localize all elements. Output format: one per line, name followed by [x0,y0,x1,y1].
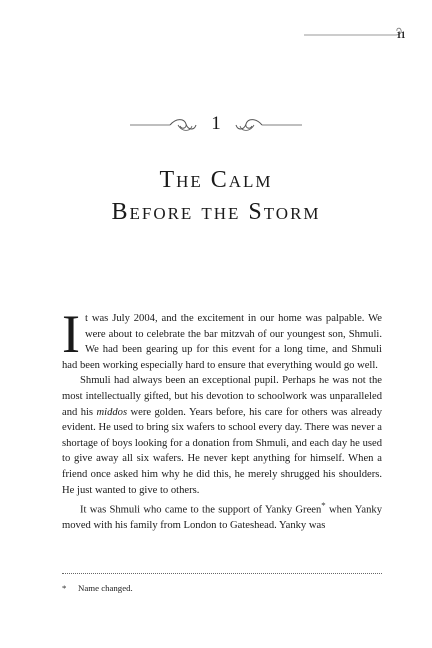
header-flourish [304,22,404,38]
paragraph-2-text-a: Shmuli had always been an exceptional pupil. Perhaps he was not the most intellectually gifted, but his devotion to schoolwork was unparalleled and his [62,375,382,418]
chapter-title [40,164,392,228]
paragraph-3 [62,498,382,534]
paragraph-3-text-b: when Yanky moved with his family from London to Gateshead. Yanky was [62,504,382,532]
footnote-text: Name changed. [78,583,133,593]
chapter-body [62,304,382,534]
chapter-title-line-1: The Calm [159,167,273,193]
chapter-title-line-2: Before the Storm [111,199,321,225]
paragraph-2-text-b: were golden. Years before, his care for others was already evident. He used to bring six wafers to school every day. There was never a shortage of boys looking for a donation from Shmuli, and each day he used to give away all six wafers. He never kept anything for himself. When a friend once asked him why he did this, he merely shrugged his shoulders. He just wanted to give to others. [62,406,382,496]
paragraph-2-italic: middos [96,406,128,418]
paragraph-3-text-a: It was Shmuli who came to the support of Yanky Green [80,504,322,516]
footnote [62,582,382,594]
footnote-mark: * [62,583,67,593]
drop-cap: I [62,304,80,364]
chapter-number: 1 [211,113,221,134]
paragraph-1 [62,304,382,373]
paragraph-1-text: t was July 2004, and the excitement in our home was palpable. We were about to celebrate the bar mitzvah of our youngest son, Shmuli. We had been gearing up for this event for a long time, and Shmuli had been working especially hard to ensure that everything would go well. [62,313,382,371]
footnote-divider [62,573,382,574]
footnote-reference: * [321,500,326,511]
paragraph-2 [62,373,382,498]
page-number: 11 [396,31,406,41]
